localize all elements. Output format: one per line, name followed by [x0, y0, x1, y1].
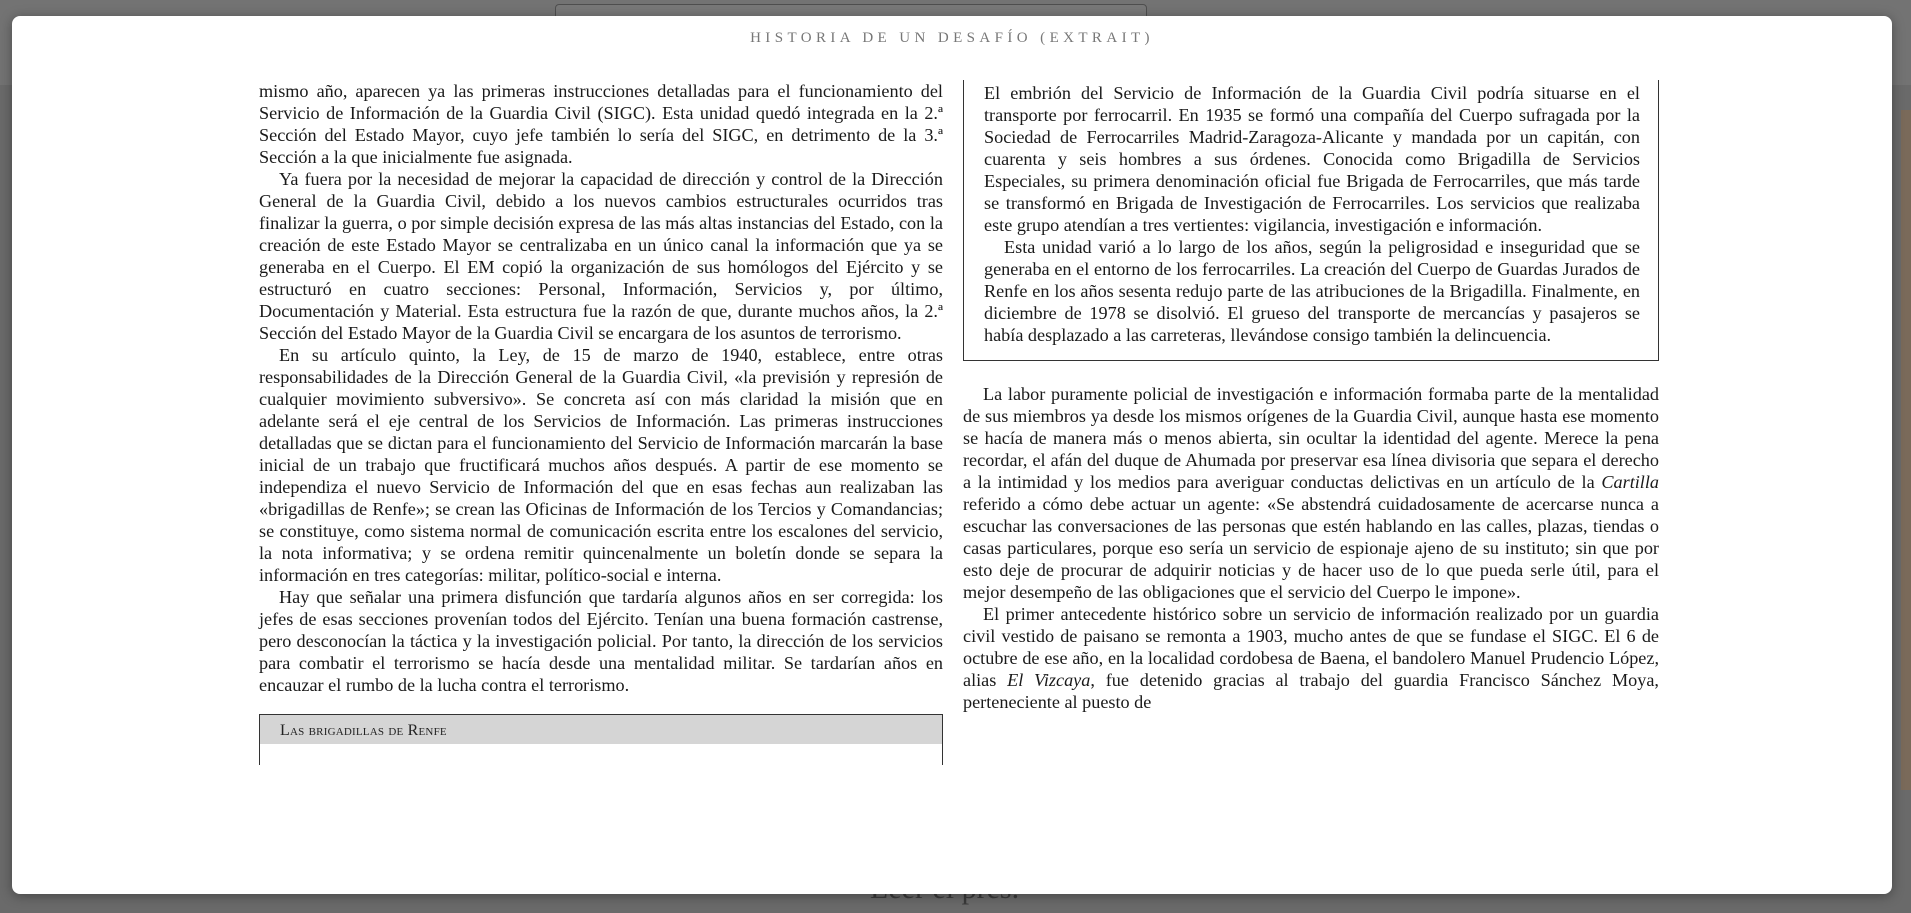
body-paragraph	[963, 383, 1659, 603]
sidebar-box	[963, 80, 1659, 361]
text-run: El primer antecedente histórico sobre un servicio de información realizado por un guardia civil vestido de paisano se remonta a 1903, mucho antes de que se fundase el SIGC. El 6 de octubre de ese año, en la localidad cordobesa de Baena, el bandolero Manuel Prudencio López, alias	[963, 604, 1659, 690]
left-column	[259, 80, 943, 765]
italic-title: Cartilla	[1601, 472, 1659, 492]
body-paragraph: Hay que señalar una primera disfunción que tardaría algunos años en ser corregida: los jefes de esas secciones provenían todos del Ejército. Tenían una buena formación castrense, pero desconocían la táctica y la investigación policial. Por tanto, la dirección de los servicios para combatir el terrorismo se hacía desde una mentalidad militar. Se tardarían años en encauzar el rumbo de la lucha contra el terrorismo.	[259, 587, 943, 695]
text-run: , fue detenido gracias al trabajo del guardia Francisco Sánchez Moya, perteneciente al puesto de	[963, 670, 1659, 712]
body-paragraph: mismo año, aparecen ya las primeras instrucciones detalladas para el funcionamiento del Servicio de Información de la Guardia Civil (SIGC). Esta unidad quedó integrada en la 2.ª Sección del Estado Mayor, cuyo jefe también lo sería del SIGC, en detrimento de la 3.ª Sección a la que inicialmente fue asignada.	[259, 81, 943, 167]
body-paragraph: En su artículo quinto, la Ley, de 15 de marzo de 1940, establece, entre otras responsabilidades de la Dirección General de la Guardia Civil, «la previsión y represión de cualquier movimiento subversivo». Se concreta así con más claridad la misión que en adelante será el eje central de los Servicios de Información. Las primeras instrucciones detalladas que se dictan para el funcionamiento del Servicio de Información marcarán la base inicial de un trabajo que fructificará muchos años después. A partir de ese momento se independiza el nuevo Servicio de Información del que en esas fechas aun realizaban las «brigadillas de Renfe»; se crean las Oficinas de Información de los Tercios y Comandancias; se constituye, como sistema normal de comunicación escrita entre los escalones del servicio, la nota informativa; y se ordena remitir quincenalmente un boletín donde se separa la información en tres categorías: militar, político-social e interna.	[259, 345, 943, 585]
body-paragraph	[963, 603, 1659, 713]
text-run: La labor puramente policial de investigación e información formaba parte de la mentalidad de sus miembros ya desde los mismos orígenes de la Guardia Civil, aunque hasta ese momento se hacía de manera más o menos abierta, sin ocultar la identidad del agente. Merece la pena recordar, el afán del duque de Ahumada por preservar esa línea divisoria que separa el derecho a la intimidad y los medios para averiguar conductas delictivas en un artículo de la	[963, 384, 1659, 492]
text-run: referido a cómo debe actuar un agente: «Se abstendrá cuidadosamente de acercarse nunca a escuchar las conversaciones de las personas que estén hablando en las calles, plazas, tiendas o casas particulares, porque eso sería un servicio de espionaje ajeno de su instituto; sin que por esto deje de procurar de adquirir noticias y de hacer uso de lo que pueda serle útil, para el mejor desempeño de las obligaciones que el servicio del Cuerpo le impone».	[963, 494, 1659, 602]
box-paragraph: Esta unidad varió a lo largo de los años, según la peligrosidad e inseguridad que se generaba en el entorno de los ferrocarriles. La creación del Cuerpo de Guardas Jurados de Renfe en los años sesenta redujo parte de las atribuciones de la Brigadilla. Finalmente, en diciembre de 1978 se disolvió. El grueso del transporte de mercancías y pasajeros se había desplazado a las carreteras, llevándose consigo también la delincuencia.	[984, 237, 1640, 345]
backdrop-scrollbar	[1901, 110, 1911, 790]
italic-alias: El Vizcaya	[1007, 670, 1091, 690]
box-paragraph: El embrión del Servicio de Información de la Guardia Civil podría situarse en el transporte por ferrocarril. En 1935 se formó una compañía del Cuerpo sufragada por la Sociedad de Ferrocarriles Madrid-Zaragoza-Alicante y mandada por un capitán, con cuarenta y seis hombres a sus órdenes. Conocida como Brigadilla de Servicios Especiales, su primera denominación oficial fue Brigada de Ferrocarriles, que más tarde se transformó en Brigada de Investigación de Ferrocarriles. Los servicios que realizaba este grupo atendían a tres vertientes: vigilancia, investigación e información.	[984, 83, 1640, 235]
right-column	[963, 80, 1659, 713]
sidebar-box-frame	[259, 744, 943, 765]
body-paragraph: Ya fuera por la necesidad de mejorar la capacidad de dirección y control de la Dirección General de la Guardia Civil, debido a los nuevos cambios estructurales ocurridos tras finalizar la guerra, o por simple decisión expresa de las más altas instancias del Estado, con la creación de este Estado Mayor se centralizaba en un único canal la información que ya se generaba en el Cuerpo. El EM copió la organización de sus homólogos del Ejército y se estructuró en cuatro secciones: Personal, Información, Servicios y, por último, Documentación y Material. Esta estructura fue la razón de que, durante muchos años, la 2.ª Sección del Estado Mayor de la Guardia Civil se encargara de los asuntos de terrorismo.	[259, 169, 943, 343]
modal-title: HISTORIA DE UN DESAFÍO (EXTRAIT)	[750, 30, 1154, 46]
sidebar-box-heading: Las brigadillas de Renfe	[259, 714, 943, 744]
excerpt-modal	[12, 16, 1892, 894]
